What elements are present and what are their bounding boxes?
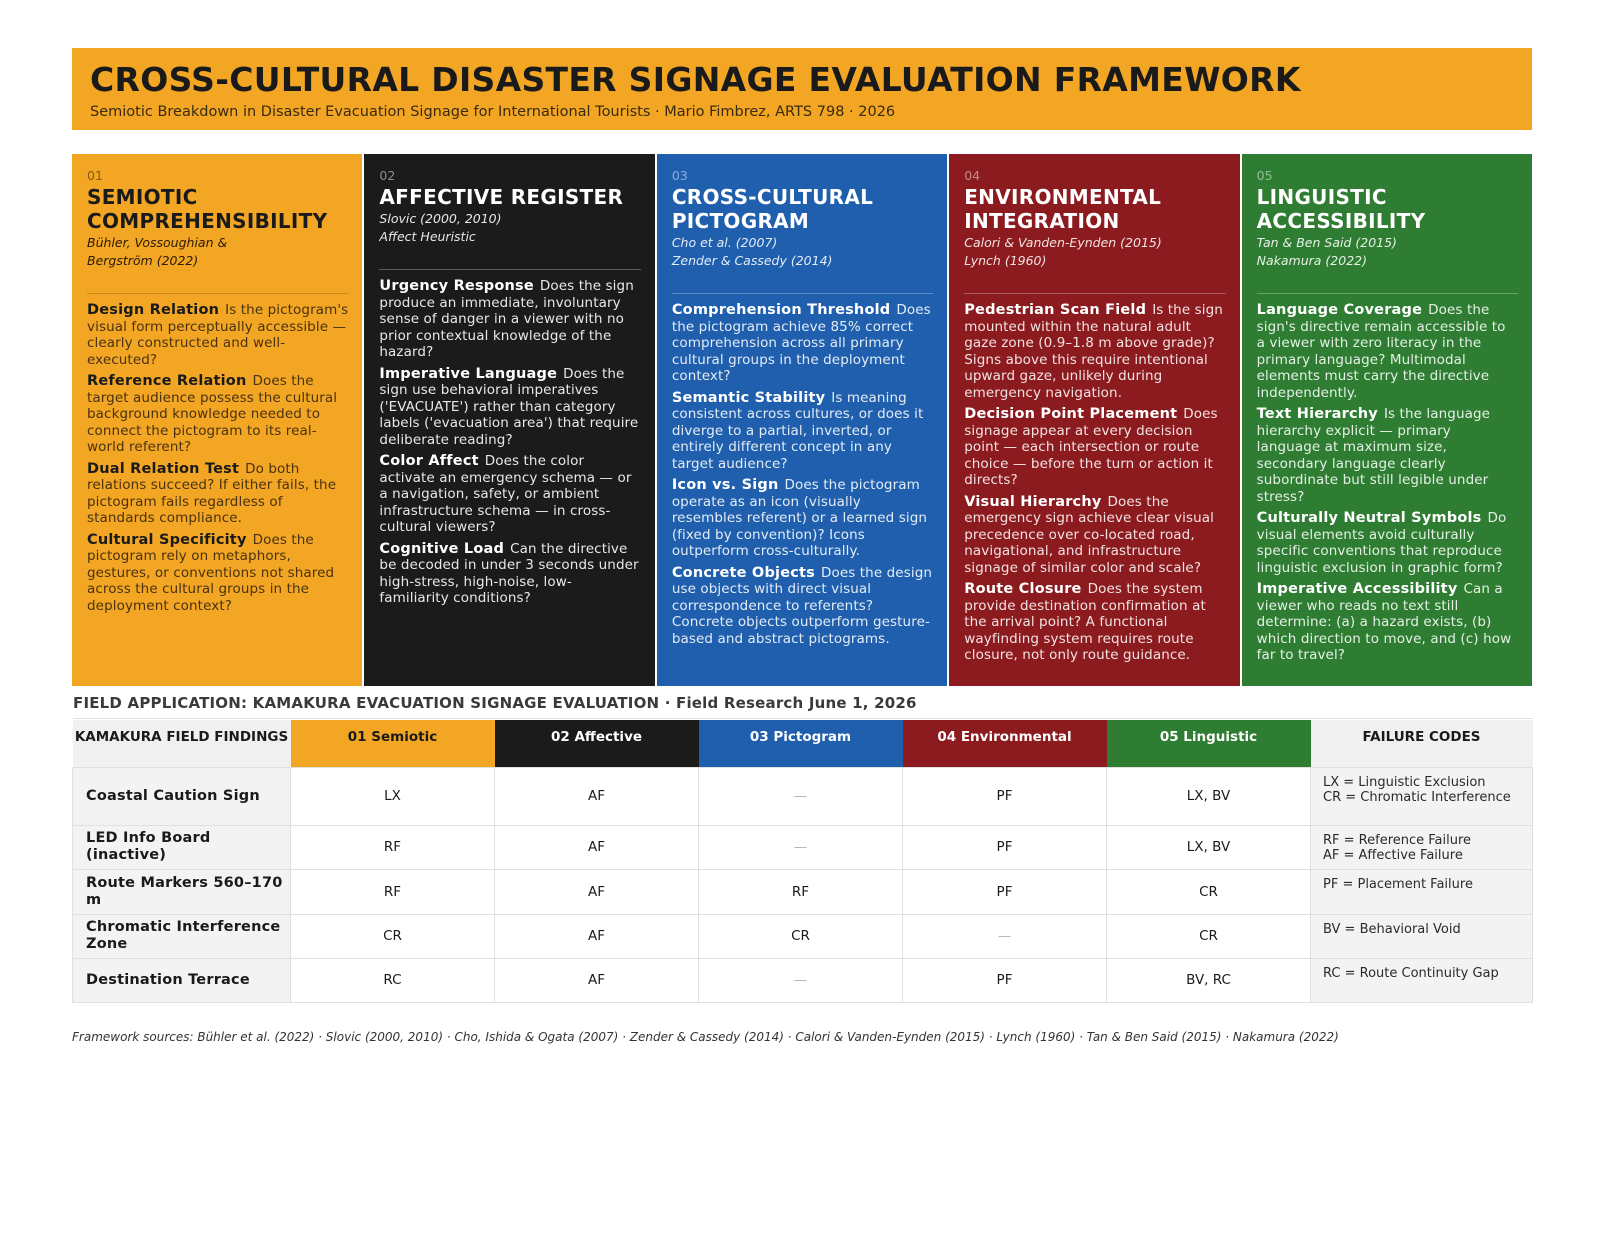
column-citation: Bühler, Vossoughian & [87,235,228,250]
criterion-item [379,366,640,449]
row-label: Chromatic Interference Zone [73,914,291,958]
criterion-term: Route Closure [964,581,1082,597]
column-citation: Bergström (2022) [87,253,199,268]
column-citation: Tan & Ben Said (2015) [1256,235,1397,250]
criterion-item [672,565,933,648]
column-citation: Nakamura (2022) [1256,253,1367,268]
column-divider [1257,293,1518,294]
criterion-item [672,477,933,560]
criterion-text: Can the directive be decoded in under 3 seconds under high-stress, high-noise, low-familiarity conditions? [379,540,639,606]
criterion-text: Is meaning consistent across cultures, or does it diverge to a partial, inverted, or entirely different concept in any target audience? [671,389,924,472]
failure-code: LX = Linguistic Exclusion [1323,774,1486,790]
column-divider [964,293,1225,294]
table-row [73,825,1533,869]
finding-cell: — [903,914,1107,958]
criterion-item [964,494,1225,577]
criterion-item [87,373,348,456]
criterion-text: Do both relations succeed? If either fails, the pictogram fails regardless of standards compliance. [87,460,337,526]
finding-cell: PF [903,958,1107,1002]
criterion-item [1257,302,1518,401]
failure-code: CR = Chromatic Interference [1323,790,1511,805]
criterion-term: Icon vs. Sign [671,477,779,493]
criterion-item [379,278,640,361]
criterion-text: Is the sign mounted within the natural adult gaze zone (0.9–1.8 m above grade)? Signs above this require intentional upward gaze, unlikely during emergency navigation. [964,302,1223,401]
header-pictogram: 03 Pictogram [699,720,903,767]
row-label: Coastal Caution Sign [73,767,291,825]
page-subtitle: Semiotic Breakdown in Disaster Evacuation Signage for International Tourists · Mario Fimbrez, ARTS 798 · 2026 [90,104,896,120]
column-number: 05 [1256,168,1273,183]
criterion-item [964,302,1225,401]
page-header [72,48,1532,130]
failure-code: RF = Reference Failure [1323,832,1472,848]
criterion-item [1257,581,1518,664]
finding-cell: CR [1107,914,1311,958]
finding-cell: LX, BV [1107,767,1311,825]
column-citation: Affect Heuristic [379,229,476,244]
criterion-text: Does the system provide destination confirmation at the arrival point? A functional wayfinding system requires route closure, not only route guidance. [964,581,1206,663]
finding-cell: AF [495,869,699,914]
column-title: SEMIOTIC COMPREHENSIBILITY [87,185,328,233]
criterion-item [964,581,1225,664]
criterion-text: Does the pictogram rely on metaphors, gestures, or conventions not shared across the cultural groups in the deployment context? [87,531,335,614]
framework-columns [72,154,1532,686]
header-findings: KAMAKURA FIELD FINDINGS [73,720,291,767]
column-divider [672,293,933,294]
criterion-term: Concrete Objects [671,564,815,581]
criterion-item [1257,510,1518,576]
row-label: Destination Terrace [73,958,291,1002]
column-title: AFFECTIVE REGISTER [379,185,624,209]
criterion-text: Does the target audience possess the cultural background knowledge needed to connect the pictogram to its real-world referent? [87,373,338,455]
criterion-term: Semantic Stability [671,389,826,406]
finding-cell: AF [495,825,699,869]
criterion-item [87,302,348,368]
criterion-text: Does the design use objects with direct visual correspondence to referents? Concrete objects outperform gesture-based and abstract pictograms. [671,564,933,647]
finding-cell: — [699,825,903,869]
criterion-text: Is the pictogram's visual form perceptually accessible — clearly constructed and well-executed? [87,302,349,368]
finding-cell: CR [291,914,495,958]
criterion-term: Comprehension Threshold [671,302,891,318]
criterion-term: Visual Hierarchy [964,493,1102,510]
finding-cell: — [699,767,903,825]
failure-codes-cell [1311,958,1533,1002]
criterion-text: Does the emergency sign achieve clear visual precedence over co-located road, navigational, and infrastructure signage of similar color and scale? [964,493,1214,576]
finding-cell: RF [699,869,903,914]
criterion-text: Does the pictogram achieve 85% correct comprehension across all primary cultural groups in the deployment context? [671,302,931,384]
column-title: LINGUISTIC ACCESSIBILITY [1256,185,1426,233]
field-application-title: FIELD APPLICATION: KAMAKURA EVACUATION SIGNAGE EVALUATION · Field Research June 1, 2026 [73,694,1533,719]
framework-column-02 [364,154,656,686]
failure-code: AF = Affective Failure [1323,848,1463,863]
failure-code: PF = Placement Failure [1323,876,1473,892]
finding-cell: AF [495,914,699,958]
column-citation: Calori & Vanden-Eynden (2015) [964,235,1162,250]
criterion-text: Does the color activate an emergency schema — or a navigation, safety, or ambient infrastructure schema — in cross-cultural viewers? [379,453,632,535]
column-number: 02 [379,168,396,183]
column-title: ENVIRONMENTAL INTEGRATION [964,185,1162,233]
column-number: 03 [671,168,688,183]
criterion-term: Design Relation [87,302,220,318]
criterion-term: Text Hierarchy [1256,406,1378,422]
failure-codes-cell [1311,825,1533,869]
finding-cell: PF [903,825,1107,869]
framework-column-01 [72,154,364,686]
criterion-term: Urgency Response [379,278,534,294]
failure-code: RC = Route Continuity Gap [1323,965,1499,981]
failure-code: BV = Behavioral Void [1323,921,1461,937]
criterion-item [964,406,1225,489]
criterion-text: Is the language hierarchy explicit — primary language at maximum size, secondary language clearly subordinate but still legible under stress? [1256,406,1491,505]
table-row [73,914,1533,958]
finding-cell: RC [291,958,495,1002]
column-divider [379,269,640,270]
criterion-term: Cultural Specificity [87,531,247,548]
table-row [73,958,1533,1002]
row-label: Route Markers 560–170 m [73,869,291,914]
finding-cell: AF [495,767,699,825]
column-title: CROSS-CULTURAL PICTOGRAM [671,185,874,233]
criterion-term: Language Coverage [1256,302,1423,318]
finding-cell: RF [291,825,495,869]
table-row [73,869,1533,914]
criterion-term: Imperative Language [379,365,558,382]
column-citation: Lynch (1960) [964,253,1047,268]
finding-cell: LX [291,767,495,825]
criterion-item [672,390,933,473]
header-affective: 02 Affective [495,720,699,767]
column-number: 01 [87,168,103,183]
column-number: 04 [964,168,981,183]
failure-codes-cell [1311,914,1533,958]
criterion-term: Reference Relation [87,373,247,389]
finding-cell: RF [291,869,495,914]
framework-sources: Framework sources: Bühler et al. (2022) · Slovic (2000, 2010) · Cho, Ishida & Ogata (2007) · Zender & Cassedy (2014) · Calori & Vanden-Eynden (2015) · Lynch (1960) · Tan & Ben Said (2015) · Nakamura (2022) [72,1030,1339,1044]
finding-cell: PF [903,869,1107,914]
failure-codes-cell [1311,869,1533,914]
criterion-text: Does the sign use behavioral imperatives ('EVACUATE') rather than category labels ('evacuation area') that require deliberate reading? [379,365,639,448]
criterion-item [87,461,348,527]
table-header-row [73,720,1533,767]
criterion-item [87,532,348,615]
criterion-term: Imperative Accessibility [1256,581,1458,597]
criterion-term: Dual Relation Test [87,460,240,477]
framework-column-04 [949,154,1241,686]
field-findings-table [72,720,1533,1003]
header-failure-codes: FAILURE CODES [1311,720,1533,767]
criterion-term: Cognitive Load [379,540,505,557]
criterion-term: Culturally Neutral Symbols [1256,510,1482,526]
column-citation: Slovic (2000, 2010) [379,211,502,226]
finding-cell: — [699,958,903,1002]
finding-cell: LX, BV [1107,825,1311,869]
header-environmental: 04 Environmental [903,720,1107,767]
header-semiotic: 01 Semiotic [291,720,495,767]
table-row [73,767,1533,825]
framework-column-03 [657,154,949,686]
criterion-term: Decision Point Placement [964,406,1178,422]
column-citation: Zender & Cassedy (2014) [671,253,833,268]
criterion-text: Does the sign's directive remain accessible to a viewer with zero literacy in the primary language? Multimodal elements must carry the directive independently. [1256,302,1506,401]
criterion-text: Does the sign produce an immediate, involuntary sense of danger in a viewer with no prior contextual knowledge of the hazard? [379,278,634,360]
framework-column-05 [1242,154,1532,686]
table-body [73,767,1533,1002]
page-title: CROSS-CULTURAL DISASTER SIGNAGE EVALUATION FRAMEWORK [90,60,1301,99]
criterion-item [379,541,640,607]
criterion-item [1257,406,1518,505]
finding-cell: CR [1107,869,1311,914]
criterion-text: Do visual elements avoid culturally specific conventions that reproduce linguistic exclusion in graphic form? [1256,510,1507,576]
finding-cell: AF [495,958,699,1002]
finding-cell: PF [903,767,1107,825]
column-divider [87,293,348,294]
criterion-term: Pedestrian Scan Field [964,302,1147,318]
criterion-text: Can a viewer who reads no text still determine: (a) a hazard exists, (b) which direction to move, and (c) how far to travel? [1256,581,1512,663]
finding-cell: CR [699,914,903,958]
header-linguistic: 05 Linguistic [1107,720,1311,767]
column-citation: Cho et al. (2007) [671,235,778,250]
criterion-item [379,453,640,536]
criterion-text: Does the pictogram operate as an icon (visually resembles referent) or a learned sign (fixed by convention)? Icons outperform cross-culturally. [671,477,928,559]
criterion-term: Color Affect [379,453,479,469]
criterion-item [672,302,933,385]
finding-cell: BV, RC [1107,958,1311,1002]
row-label: LED Info Board (inactive) [73,825,291,869]
criterion-text: Does signage appear at every decision point — each intersection or route choice — before the turn or action it directs? [964,406,1218,488]
failure-codes-cell [1311,767,1533,825]
